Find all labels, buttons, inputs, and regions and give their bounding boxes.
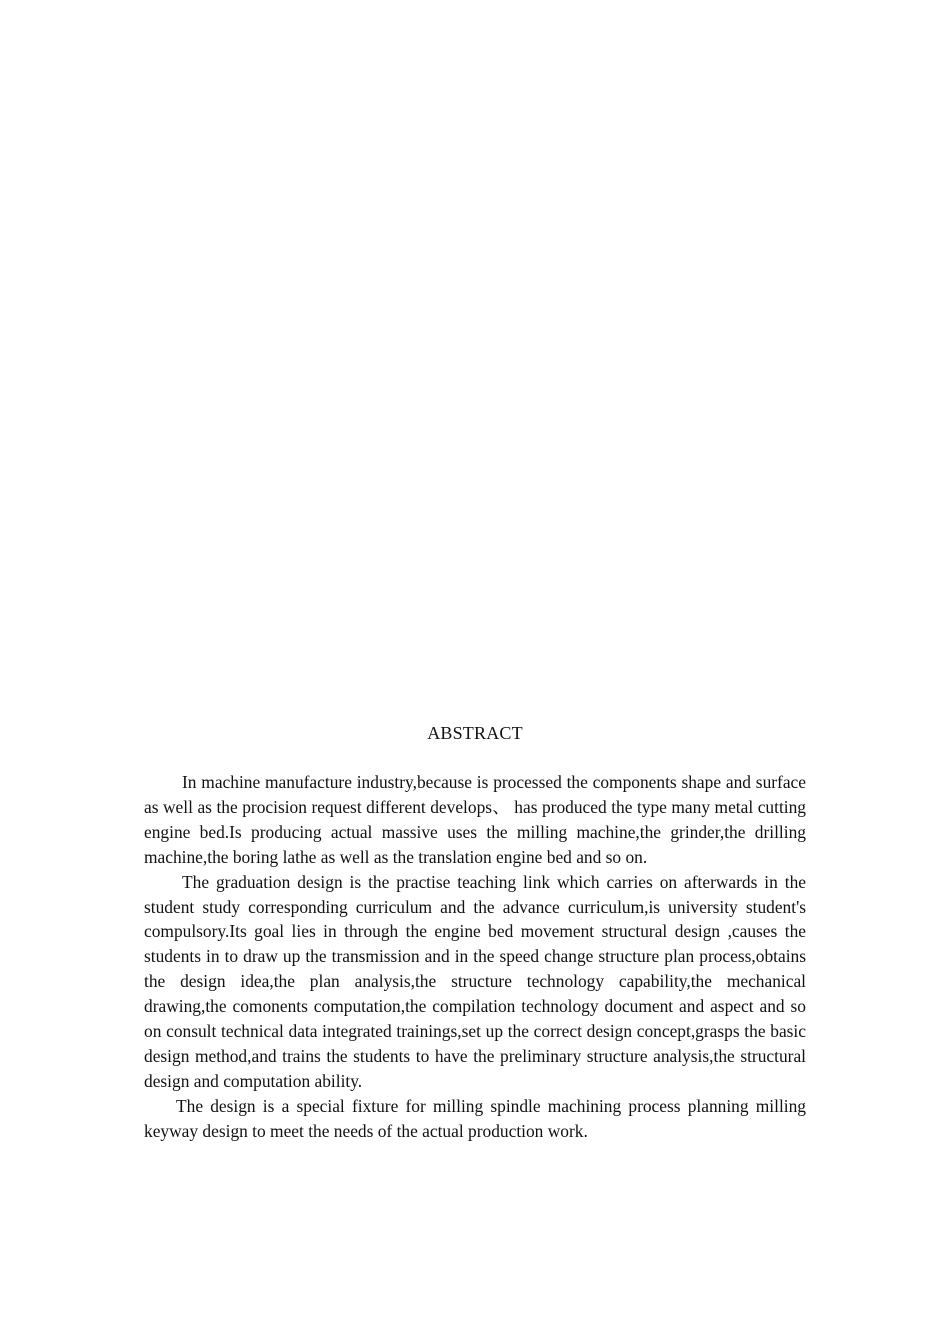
abstract-heading: ABSTRACT — [427, 723, 523, 743]
abstract-paragraph-2: The graduation design is the practise teaching link which carries on afterwards in the student study corresponding curriculum and the advance curriculum,is university student's compulsory.Its goal lies in through the engine bed movement structural design ,causes the students in to draw up the transmission and in the speed change structure plan process,obtains the design idea,the plan analysis,the structure technology capability,the mechanical drawing,the comonents computation,the compilation technology document and aspect and so on consult technical data integrated trainings,set up the correct design concept,grasps the basic design method,and trains the students to have the preliminary structure analysis,the structural design and computation ability. — [144, 871, 806, 1091]
abstract-paragraph-1: In machine manufacture industry,because is processed the components shape and surface as well as the procision request different develops、 has produced the type many metal cutting engine bed.Is producing actual massive uses the milling machine,the grinder,the drilling machine,the boring lathe as well as the translation engine bed and so on. — [144, 772, 806, 867]
abstract-paragraph-3: The design is a special fixture for milling spindle machining process planning milling keyway design to meet the needs of the actual production work. — [144, 1095, 806, 1141]
abstract-section — [144, 720, 806, 1144]
